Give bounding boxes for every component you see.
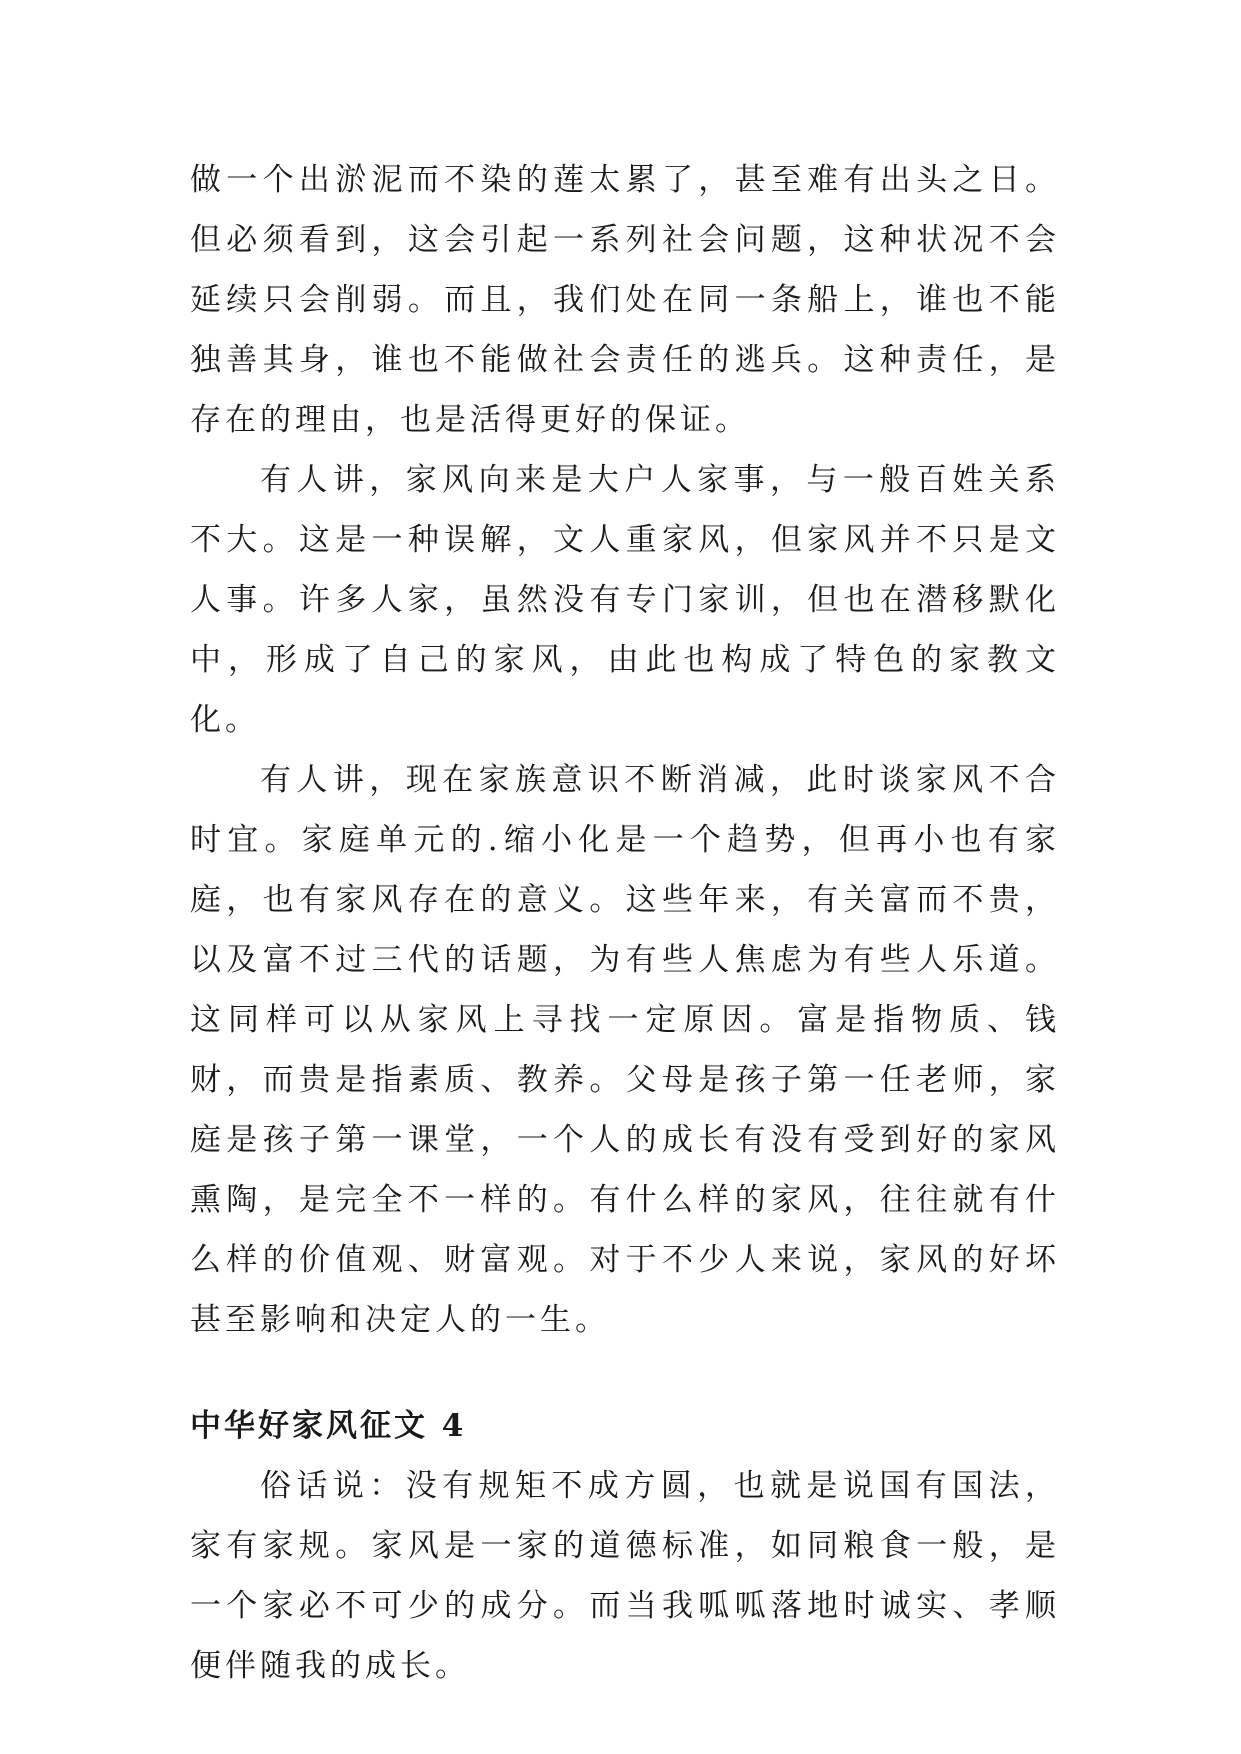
section-title: 中华好家风征文 4: [190, 1408, 467, 1444]
paragraph-family-style-significance: 有人讲，现在家族意识不断消减，此时谈家风不合时宜。家庭单元的.缩小化是一个趋势，但再小也有家庭，也有家风存在的意义。这些年来，有关富而不贵，以及富不过三代的话题，为有些人焦虑为有些人乐道。这同样可以从家风上寻找一定原因。富是指物质、钱财，而贵是指素质、教养。父母是孩子第一任老师，家庭是孩子第一课堂，一个人的成长有没有受到好的家风熏陶，是完全不一样的。有什么样的家风，往往就有什么样的价值观、财富观。对于不少人来说，家风的好坏甚至影响和决定人的一生。: [190, 762, 1060, 1338]
paragraph-family-style-misconception: 有人讲，家风向来是大户人家事，与一般百姓关系不大。这是一种误解，文人重家风，但家风并不只是文人事。许多人家，虽然没有专门家训，但也在潜移默化中，形成了自己的家风，由此也构成了特色的家教文化。: [190, 462, 1060, 738]
document-body: [190, 150, 1060, 1696]
paragraph-continuation: 做一个出淤泥而不染的莲太累了，甚至难有出头之日。但必须看到，这会引起一系列社会问题，这种状况不会延续只会削弱。而且，我们处在同一条船上，谁也不能独善其身，谁也不能做社会责任的逃兵。这种责任，是存在的理由，也是活得更好的保证。: [190, 162, 1060, 438]
paragraph-rules-and-family: 俗话说：没有规矩不成方圆，也就是说国有国法，家有家规。家风是一家的道德标准，如同粮食一般，是一个家必不可少的成分。而当我呱呱落地时诚实、孝顺便伴随我的成长。: [190, 1468, 1060, 1684]
